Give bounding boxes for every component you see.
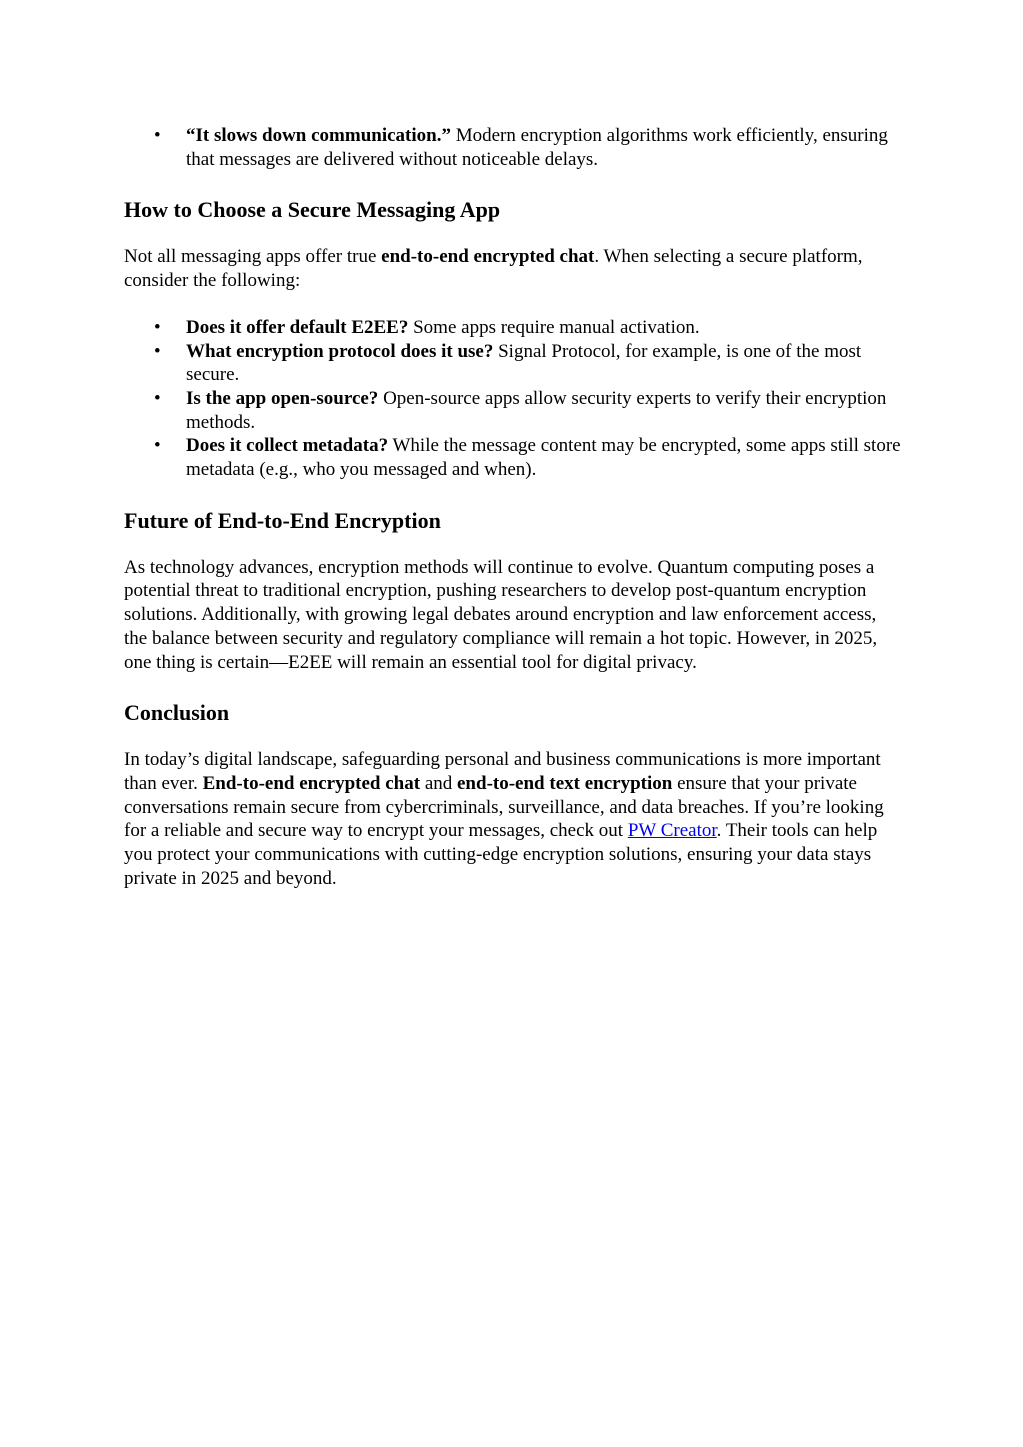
bullet-icon: • (154, 387, 161, 409)
list-item-bold: Does it offer default E2EE? (186, 316, 409, 338)
paragraph-conclusion (124, 748, 904, 890)
pw-creator-link[interactable]: PW Creator (627, 820, 717, 842)
bold-span: end-to-end encrypted chat (381, 246, 595, 268)
paragraph-choose-intro (124, 245, 904, 292)
list-item-text: Modern encryption algorithms work efficiently, ensuring that messages are delivered without noticeable delays. (186, 125, 888, 170)
bold-span: End-to-end encrypted chat (202, 772, 421, 794)
text-span: and (420, 772, 457, 794)
text-span: In today’s digital landscape, safeguarding personal and business communications is more important than ever. (124, 749, 881, 794)
list-item-text: Some apps require manual activation. (408, 316, 700, 338)
text-span: . When selecting a secure platform, consider the following: (124, 246, 863, 292)
bullet-icon: • (154, 340, 161, 362)
list-item-text: Open-source apps allow security experts to verify their encryption methods. (186, 387, 887, 433)
text-span: Not all messaging apps offer true (124, 246, 382, 268)
criteria-bullet-list (124, 316, 904, 482)
bullet-icon: • (154, 435, 161, 457)
bold-span: end-to-end text encryption (457, 772, 673, 794)
document-content (124, 124, 904, 890)
heading-conclusion: Conclusion (124, 700, 230, 726)
list-item-text: Signal Protocol, for example, is one of the most secure. (186, 340, 862, 386)
heading-future-e2ee: Future of End-to-End Encryption (124, 507, 441, 533)
list-item (124, 434, 904, 481)
list-item (124, 340, 904, 387)
list-item-text: While the message content may be encrypted, some apps still store metadata (e.g., who you messaged and when). (186, 435, 901, 481)
bullet-icon: • (154, 316, 161, 338)
text-span: . Their tools can help you protect your communications with cutting-edge encryption solutions, ensuring your data stays private in 2025 and beyond. (124, 820, 878, 889)
intro-bullet-list (124, 124, 904, 171)
list-item-bold: “It slows down communication.” (186, 125, 451, 146)
list-item (124, 387, 904, 434)
heading-choose-app: How to Choose a Secure Messaging App (124, 197, 501, 223)
list-item-bold: Does it collect metadata? (186, 435, 389, 457)
paragraph-future: As technology advances, encryption methods will continue to evolve. Quantum computing poses a potential threat to traditional encryption, pushing researchers to develop post-quantum encryption solutions. Additionally, with growing legal debates around encryption and law enforcement access, the balance between security and regulatory compliance will remain a hot topic. However, in 2025, one thing is certain—E2EE will remain an essential tool for digital privacy. (124, 556, 878, 673)
bullet-icon: • (154, 125, 161, 146)
list-item-bold: Is the app open-source? (186, 387, 379, 409)
list-item-bold: What encryption protocol does it use? (186, 340, 494, 362)
list-item (124, 124, 904, 171)
text-span: ensure that your private conversations remain secure from cybercriminals, surveillance, and data breaches. If you’re looking for a reliable and secure way to encrypt your messages, check out (124, 772, 884, 842)
list-item (124, 316, 904, 340)
